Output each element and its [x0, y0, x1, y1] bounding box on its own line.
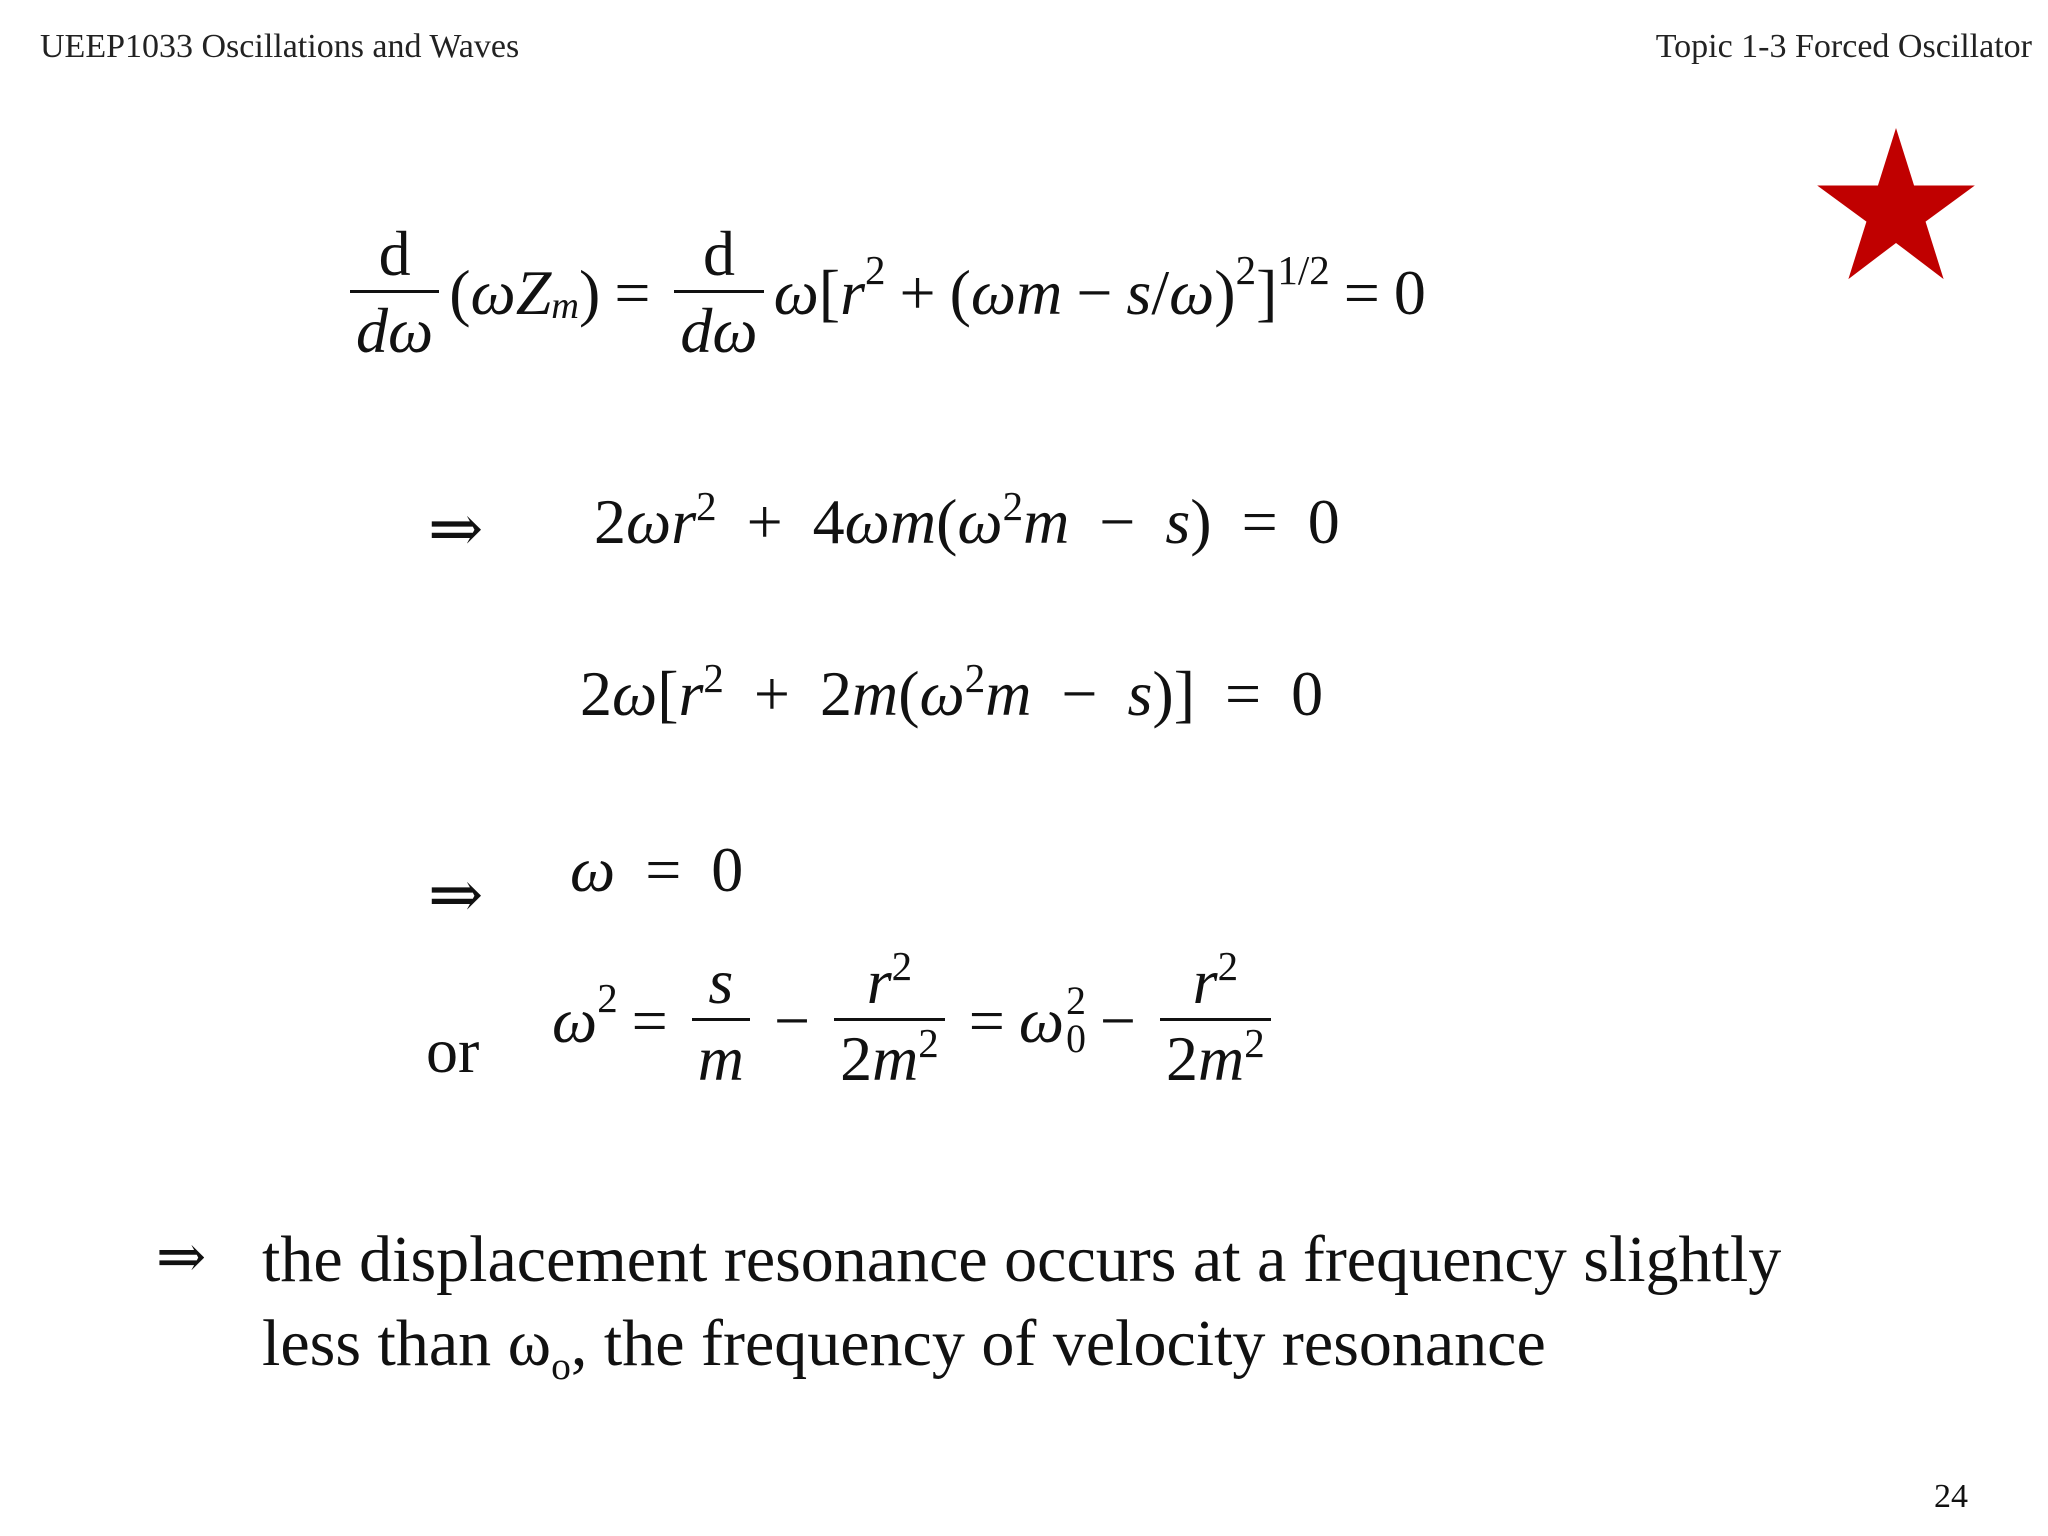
fraction-d-dw-2: $\frac{d}{d\omega}$	[674, 222, 763, 363]
fraction-s-m: $\frac{s}{m}$	[692, 950, 750, 1091]
equation-expanded: $2\omega r^2 + 4\omega m(\omega^2m - s) = 0$	[594, 483, 1340, 557]
equation-factored: $2\omega[r^2 + 2m(\omega^2m - s)] = 0$	[580, 655, 1324, 729]
star-icon	[1808, 128, 1984, 284]
or-label: or	[426, 1015, 480, 1086]
implies-arrow-2: ⇒	[428, 856, 484, 933]
implies-arrow-1: ⇒	[428, 490, 484, 567]
fraction-d-dw: $\frac{d}{d\omega}$	[350, 222, 439, 363]
conclusion-line-1: the displacement resonance occurs at a frequency slightly	[262, 1223, 1782, 1296]
conclusion-line-2: less than $\omega_o$, the frequency of velocity resonance	[262, 1307, 1546, 1388]
equation-omega-zero: ω = 0	[570, 834, 744, 905]
fraction-r2-2m2-b: $\frac{r^2}{2m^2}$	[1160, 950, 1271, 1091]
equation-omega-squared: ω $^2$ = $\frac{s}{m}$ − $\frac{r^2}{2m^2}$ = ω 2 0 − $\frac{r^2}{2m^2}$	[552, 950, 1281, 1091]
header-topic: Topic 1-3 Forced Oscillator	[1655, 28, 2032, 65]
header-course: UEEP1033 Oscillations and Waves	[40, 28, 520, 65]
bullet-arrow: ⇒	[156, 1222, 207, 1292]
fraction-r2-2m2: $\frac{r^2}{2m^2}$	[834, 950, 945, 1091]
equation-derivative: $\frac{d}{d\omega}$ ( ω Z $_m$ ) = $\frac{d}{d\omega}$ ω [ r $^2$ + ( ω m − s / ω ) $^2$ ] $^{1/2}$ = 0	[340, 222, 1426, 363]
page-number: 24	[1934, 1478, 1968, 1515]
